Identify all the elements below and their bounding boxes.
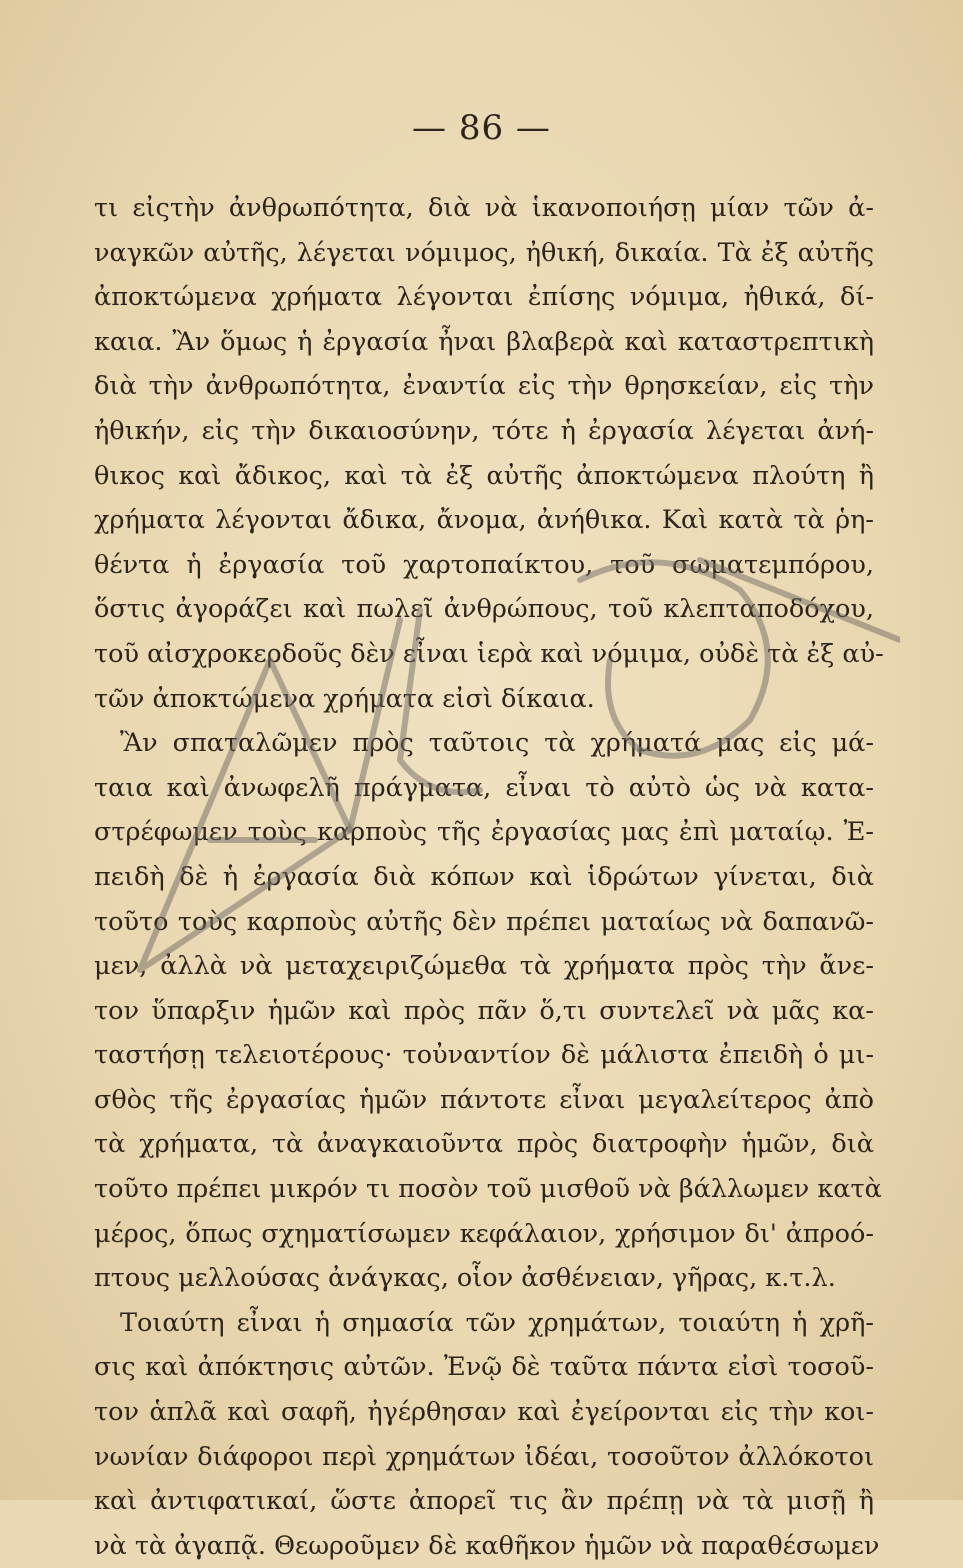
text-line: στρέφωμεν τοὺς καρποὺς τῆς ἐργασίας μας ἐπὶ ματαίῳ. Ἐ- bbox=[94, 817, 874, 848]
text-line: τοῦτο τοὺς καρποὺς αὐτῆς δὲν πρέπει ματαίως νὰ δαπανῶ- bbox=[94, 906, 874, 937]
text-line: ταια καὶ ἀνωφελῆ πράγματα, εἶναι τὸ αὐτὸ ὡς νὰ κατα- bbox=[94, 772, 874, 803]
text-line: διὰ τὴν ἀνθρωπότητα, ἐναντία εἰς τὴν θρησκείαν, εἰς τὴν bbox=[94, 371, 874, 402]
text-line: τῶν ἀποκτώμενα χρήματα εἰσὶ δίκαια. bbox=[94, 683, 595, 714]
text-line: θέντα ἡ ἐργασία τοῦ χαρτοπαίκτου, τοῦ σωματεμπόρου, bbox=[94, 549, 874, 580]
page-number: — 86 — bbox=[412, 108, 551, 148]
text-line: θικος καὶ ἄδικος, καὶ τὰ ἐξ αὐτῆς ἀποκτώμενα πλούτη ἢ bbox=[94, 460, 874, 491]
text-line: πτους μελλούσας ἀνάγκας, οἷον ἀσθένειαν, γῆρας, κ.τ.λ. bbox=[94, 1263, 836, 1294]
text-line: τοῦ αἰσχροκερδοῦς δὲν εἶναι ἱερὰ καὶ νόμιμα, οὐδὲ τὰ ἐξ αὐ- bbox=[94, 638, 884, 669]
text-line: πειδὴ δὲ ἡ ἐργασία διὰ κόπων καὶ ἱδρώτων γίνεται, διὰ bbox=[94, 861, 874, 892]
text-line: ναγκῶν αὐτῆς, λέγεται νόμιμος, ἠθική, δικαία. Τὰ ἐξ αὐτῆς bbox=[94, 237, 874, 268]
text-line: σθὸς τῆς ἐργασίας ἡμῶν πάντοτε εἶναι μεγαλείτερος ἀπὸ bbox=[94, 1084, 874, 1115]
text-line: Τοιαύτη εἶναι ἡ σημασία τῶν χρημάτων, τοιαύτη ἡ χρῆ- bbox=[120, 1307, 874, 1338]
text-line: καια. Ἂν ὅμως ἡ ἐργασία ἦναι βλαβερὰ καὶ καταστρεπτικὴ bbox=[94, 326, 874, 357]
text-line: ταστήσῃ τελειοτέρους· τοὐναντίον δὲ μάλιστα ἐπειδὴ ὁ μι- bbox=[94, 1040, 874, 1071]
text-line: σις καὶ ἀπόκτησις αὐτῶν. Ἐνῷ δὲ ταῦτα πάντα εἰσὶ τοσοῦ- bbox=[94, 1352, 874, 1383]
text-line: ἠθικήν, εἰς τὴν δικαιοσύνην, τότε ἡ ἐργασία λέγεται ἀνή- bbox=[94, 415, 874, 446]
text-line: μεν, ἀλλὰ νὰ μεταχειριζώμεθα τὰ χρήματα πρὸς τὴν ἄνε- bbox=[94, 951, 874, 982]
body-text bbox=[94, 186, 884, 1568]
text-line: νὰ τὰ ἀγαπᾷ. Θεωροῦμεν δὲ καθῆκον ἡμῶν νὰ παραθέσωμεν bbox=[94, 1530, 880, 1561]
text-line: τοῦτο πρέπει μικρόν τι ποσὸν τοῦ μισθοῦ νὰ βάλλωμεν κατὰ bbox=[94, 1174, 882, 1205]
text-line: τι εἰςτὴν ἀνθρωπότητα, διὰ νὰ ἱκανοποιήσῃ μίαν τῶν ἀ- bbox=[94, 193, 874, 223]
text-line: Ἂν σπαταλῶμεν πρὸς ταῦτοις τὰ χρήματά μας εἰς μά- bbox=[120, 728, 874, 759]
text-line: νωνίαν διάφοροι περὶ χρημάτων ἰδέαι, τοσοῦτον ἀλλόκοτοι bbox=[94, 1441, 874, 1472]
text-line: ἀποκτώμενα χρήματα λέγονται ἐπίσης νόμιμα, ἠθικά, δί- bbox=[94, 282, 874, 313]
text-line: ὅστις ἀγοράζει καὶ πωλεῖ ἀνθρώπους, τοῦ κλεπταποδόχου, bbox=[94, 594, 874, 625]
text-line: μέρος, ὅπως σχηματίσωμεν κεφάλαιον, χρήσιμον δι' ἀπροό- bbox=[94, 1218, 874, 1249]
text-line: τὰ χρήματα, τὰ ἀναγκαιοῦντα πρὸς διατροφὴν ἡμῶν, διὰ bbox=[94, 1129, 874, 1160]
text-line: τον ἁπλᾶ καὶ σαφῆ, ἠγέρθησαν καὶ ἐγείρονται εἰς τὴν κοι- bbox=[94, 1397, 874, 1428]
text-line: χρήματα λέγονται ἄδικα, ἄνομα, ἀνήθικα. Καὶ κατὰ τὰ ῥη- bbox=[94, 505, 874, 536]
text-line: τον ὕπαρξιν ἡμῶν καὶ πρὸς πᾶν ὅ,τι συντελεῖ νὰ μᾶς κα- bbox=[94, 995, 874, 1026]
text-line: καὶ ἀντιφατικαί, ὥστε ἀπορεῖ τις ἂν πρέπῃ νὰ τὰ μισῇ ἢ bbox=[94, 1486, 874, 1517]
